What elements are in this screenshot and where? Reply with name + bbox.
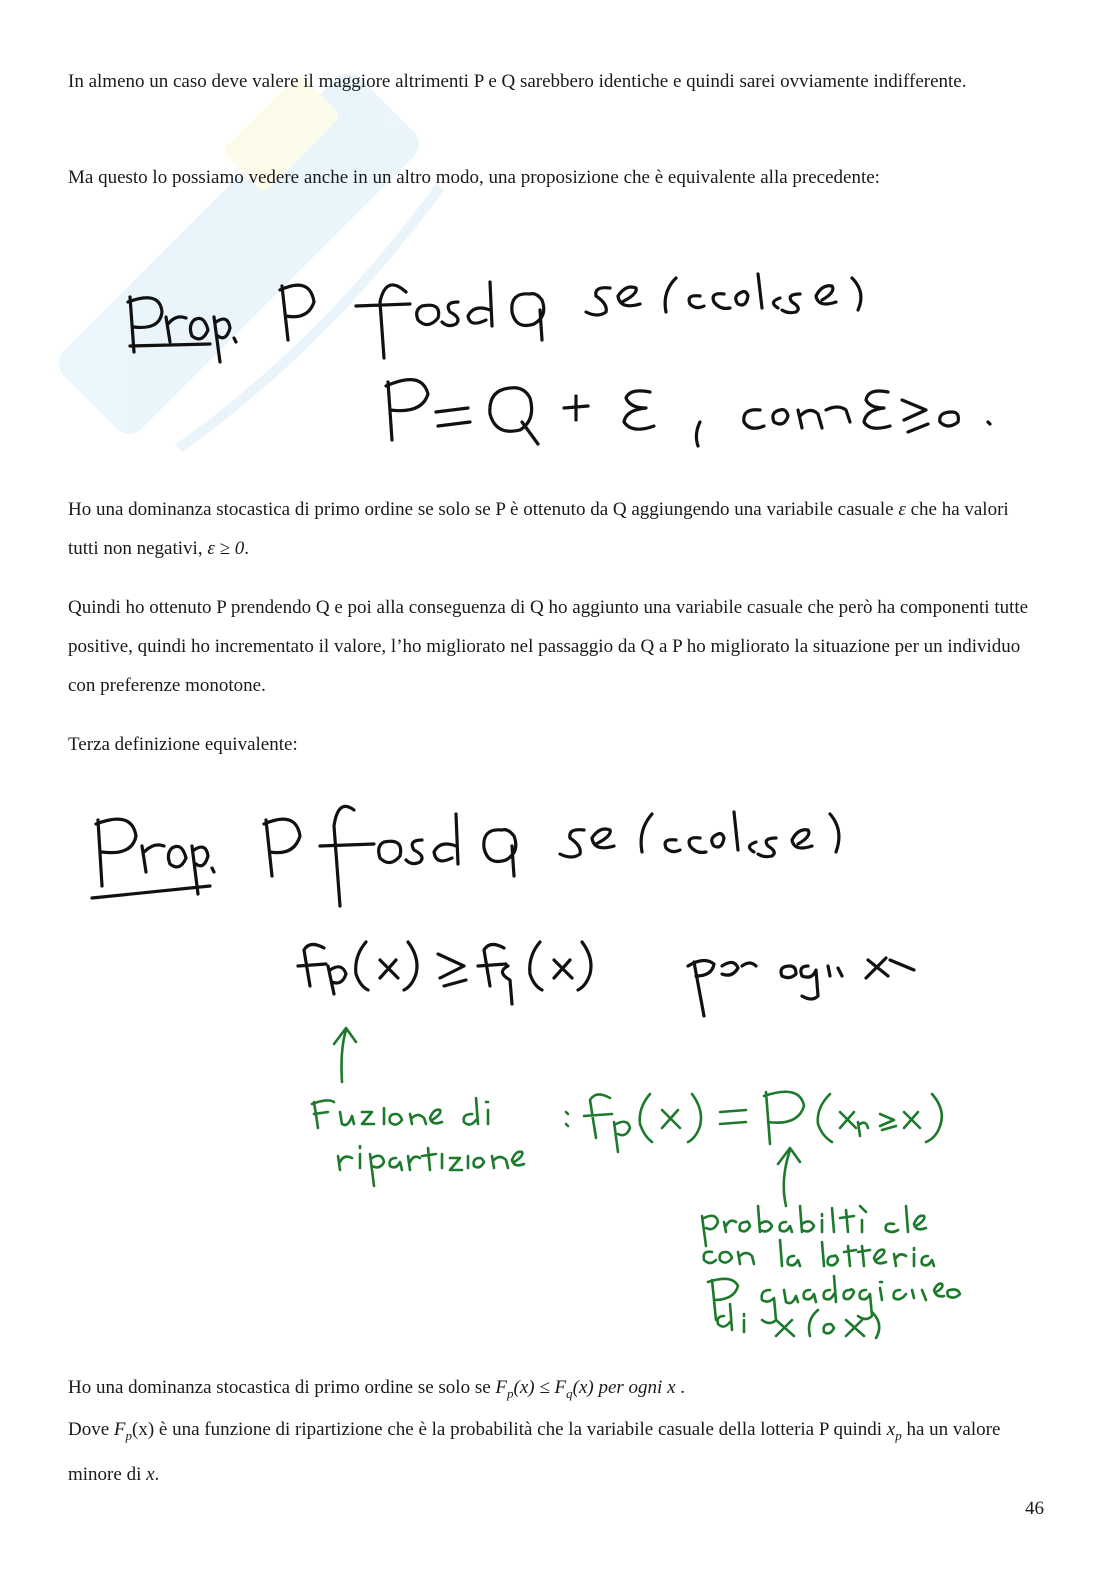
handwritten-annotations-green	[300, 1020, 1020, 1350]
handwritten-proposition-2	[84, 790, 964, 1030]
paragraph-4: Quindi ho ottenuto P prendendo Q e poi alla conseguenza di Q ho aggiunto una variabile casuale che però ha componenti tutte positive, quindi ho incrementato il valore, l’ho migliorato nel passaggio da Q a P ho migliorato la situazione per un individuo con preferenze monotone.	[68, 597, 1029, 696]
paragraph-5: Terza definizione equivalente:	[68, 734, 298, 755]
paragraph-3: Ho una dominanza stocastica di primo ordine se solo se P è ottenuto da Q aggiungendo una variabile casuale ε che ha valori tutti non negativi, ε ≥ 0.	[68, 499, 1009, 559]
paragraph-6: Ho una dominanza stocastica di primo ordine se solo se $F_p(x) \le F_q(x)$ per ogni x .	[68, 1377, 686, 1401]
handwritten-proposition-1	[110, 262, 1010, 462]
page-number: 46	[1025, 1498, 1044, 1519]
paragraph-2: Ma questo lo possiamo vedere anche in un altro modo, una proposizione che è equivalente alla precedente:	[68, 167, 880, 188]
paragraph-1: In almeno un caso deve valere il maggiore altrimenti P e Q sarebbero identiche e quindi sarei ovviamente indifferente.	[68, 71, 967, 92]
paragraph-7: Dove $F_p(x)$ è una funzione di ripartizione che è la probabilità che la variabile casuale della lotteria P quindi $x_p$ ha un valore minore di x.	[68, 1419, 1001, 1485]
